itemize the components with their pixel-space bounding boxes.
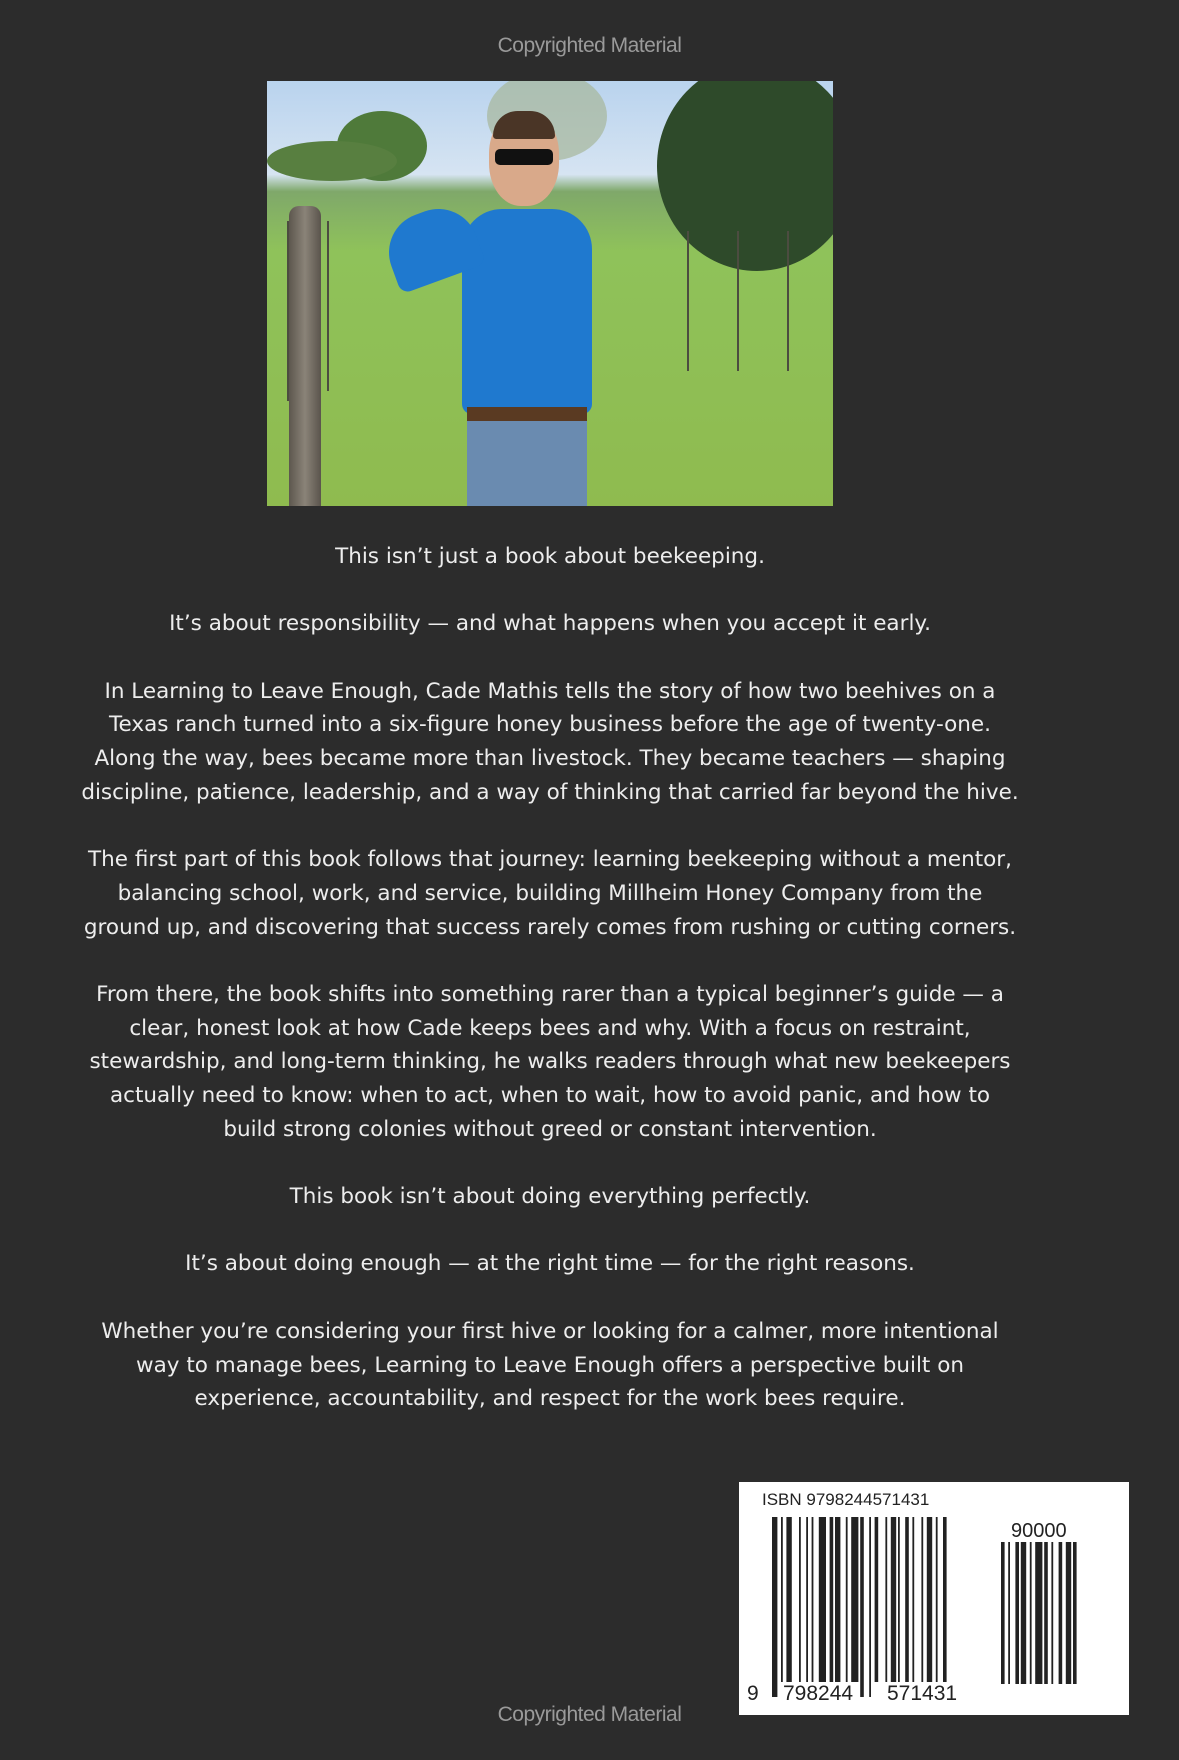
fence-wire [737,231,739,371]
sunglasses [495,149,553,165]
isbn-label: ISBN 9798244571431 [762,1490,930,1509]
barcode-bar [936,1517,938,1682]
blurb-line: ground up, and discovering that success rarely comes from rushing or cutting corners. [83,914,1017,940]
barcode-bar [860,1517,864,1697]
blurb-line: way to manage bees, Learning to Leave Enough offers a perspective built on [136,1352,964,1378]
blurb-line: From there, the book shifts into something rarer than a typical beginner’s guide — a [96,981,1004,1007]
fence-wire [327,221,329,391]
blurb-line: clear, honest look at how Cade keeps bees and why. With a focus on restraint, [129,1015,971,1041]
blurb-line: stewardship, and long-term thinking, he walks readers through what new beekeepers [89,1049,1011,1075]
barcode-bar [781,1517,783,1682]
blurb-line: discipline, patience, leadership, and a way of thinking that carried far beyond the hive. [81,779,1019,805]
blurb-line: Along the way, bees became more than livestock. They became teachers — shaping [94,746,1006,772]
barcode-bar [846,1517,848,1682]
barcode-bar [812,1517,814,1682]
blurb-line: Whether you’re considering your first hive or looking for a calmer, more intentional [101,1318,999,1344]
barcode-bar [799,1517,801,1682]
barcode-bar [869,1517,871,1697]
barcode-bar [772,1517,777,1697]
blurb-line: Texas ranch turned into a six-figure honey business before the age of twenty-one. [109,712,991,738]
barcode-bar [921,1517,923,1682]
blurb-line: build strong colonies without greed or constant intervention. [223,1116,877,1142]
blurb-line: actually need to know: when to act, when to wait, how to avoid panic, and how to [109,1083,991,1108]
copyright-watermark-bottom: Copyrighted Material [497,1703,682,1726]
addon-bar [1051,1542,1053,1684]
isbn-barcode [739,1482,1129,1715]
barcode-bar [786,1517,791,1682]
paragraph-gap [30,810,1070,844]
barcode-bar [943,1517,947,1697]
addon-bar [1015,1542,1019,1684]
price-code: 90000 [1011,1520,1067,1542]
paragraph-gap [30,1214,1070,1248]
paragraph-gap [30,1146,1070,1180]
tree [267,141,397,181]
addon-bar [1030,1542,1032,1684]
barcode-bar [806,1517,808,1682]
addon-bar [1035,1542,1042,1684]
person-jeans [467,411,587,506]
barcode-bar [830,1517,834,1682]
addon-bar [1008,1542,1010,1684]
barcode-bar [927,1517,932,1682]
copyright-watermark-top: Copyrighted Material [497,34,682,57]
person-belt [467,407,587,421]
barcode-digit-first: 9 [747,1682,759,1705]
addon-bar [1044,1542,1048,1684]
barcode-bar [905,1517,909,1682]
barcode-bar [891,1517,896,1682]
paragraph-gap [30,641,1070,675]
paragraph-gap [30,1281,1070,1315]
fence-wire [687,231,689,371]
fence-wire [787,231,789,371]
barcode-digits-group1: 798244 [783,1682,854,1705]
blurb-line: This book isn’t about doing everything perfectly. [289,1184,811,1210]
fence-post [289,206,321,506]
blurb-line: It’s about responsibility — and what happens when you accept it early. [169,611,931,637]
barcode-digits-group2: 571431 [887,1682,958,1705]
addon-bar [1059,1542,1063,1684]
blurb-line: It’s about doing enough — at the right time — for the right reasons. [185,1251,915,1277]
addon-bar [1021,1542,1026,1684]
barcode-bar [851,1517,858,1682]
barcode-bar [819,1517,826,1682]
addon-bar [1073,1542,1077,1684]
paragraph-gap [30,574,1070,608]
paragraph-gap [30,944,1070,978]
barcode-bar [898,1517,900,1682]
addon-bar [1001,1542,1005,1684]
blurb-line: The first part of this book follows that journey: learning beekeeping without a mentor, [88,847,1012,873]
addon-bar [1066,1542,1071,1684]
blurb-line: balancing school, work, and service, building Millheim Honey Company from the [117,880,983,906]
tree [657,81,833,271]
barcode-bar [875,1517,879,1682]
person-shirt [462,209,592,414]
blurb-line: This isn’t just a book about beekeeping. [335,544,765,569]
barcode-bars [739,1482,1129,1715]
barcode-bar [912,1517,914,1682]
barcode-bar [835,1517,840,1682]
blurb-line: In Learning to Leave Enough, Cade Mathis tells the story of how two beehives on a [104,678,996,704]
barcode-bar [885,1517,887,1682]
author-photo [267,81,833,506]
blurb-line: experience, accountability, and respect for the work bees require. [194,1386,906,1412]
back-cover-blurb [30,540,1070,1416]
